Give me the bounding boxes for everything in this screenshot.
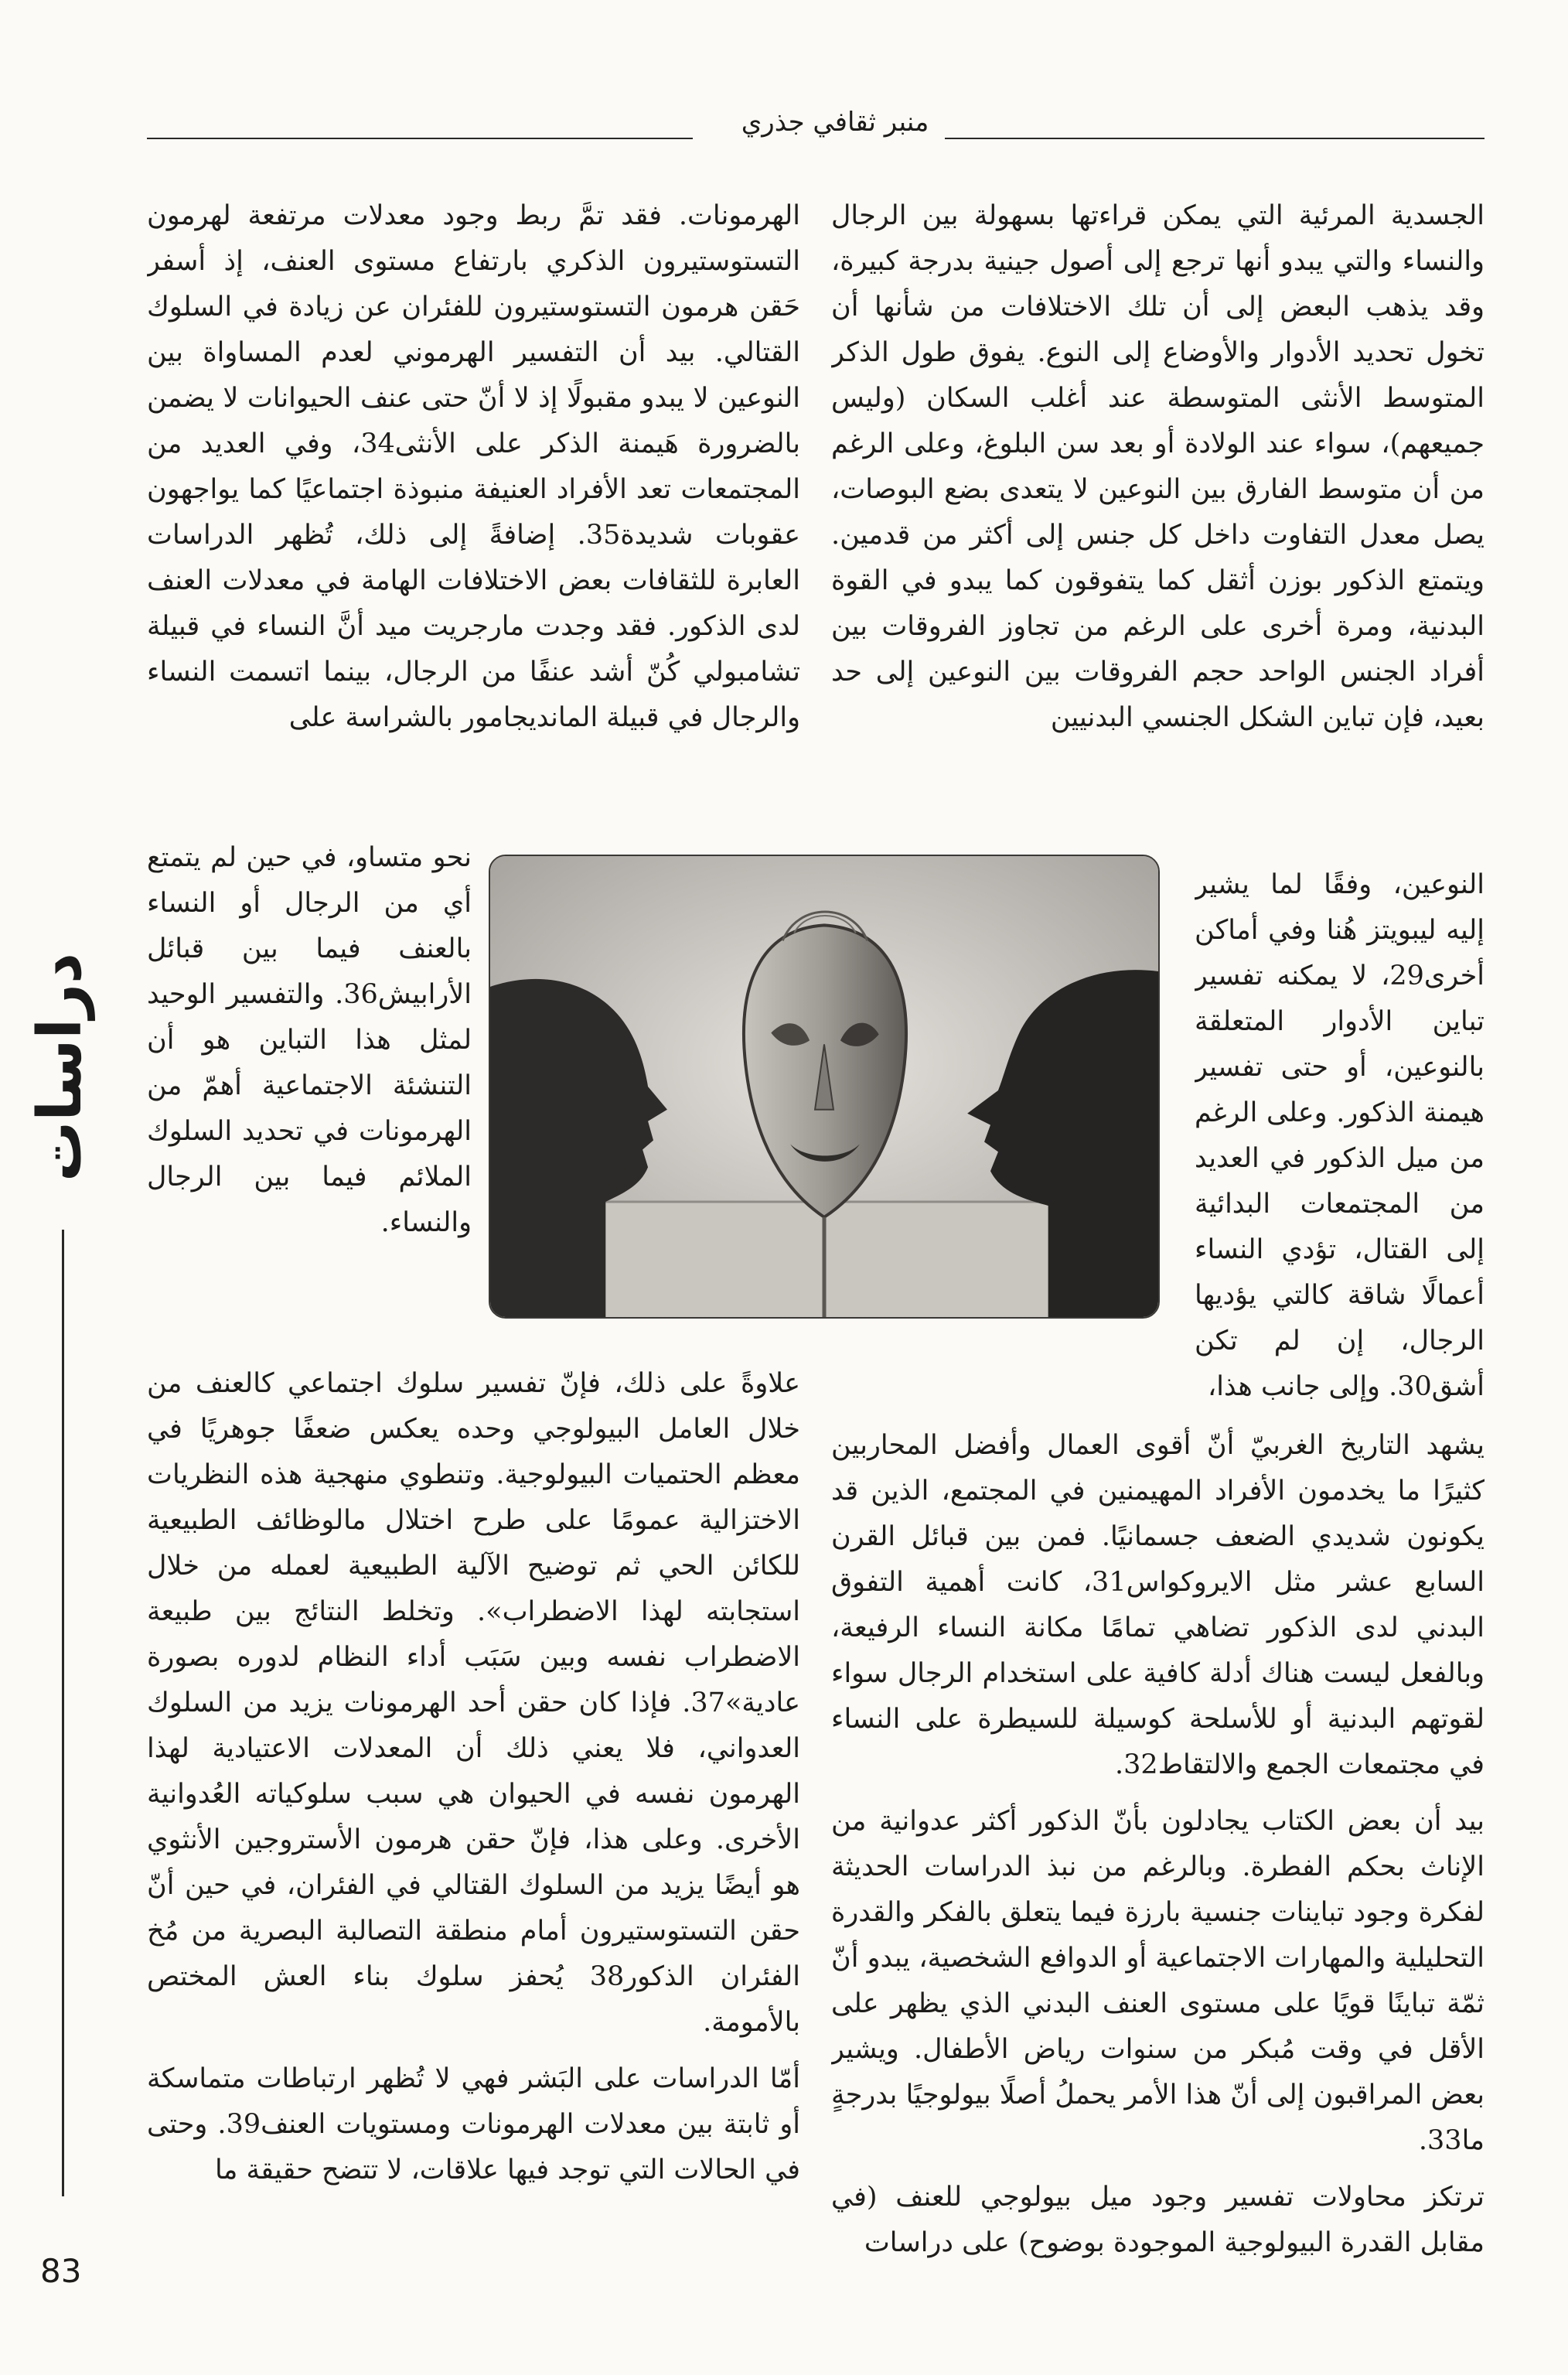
running-header: منبر ثقافي جذري xyxy=(741,107,929,138)
right-column-paragraph-3: بيد أن بعض الكتاب يجادلون بأنّ الذكور أكثر عدوانية من الإناث بحكم الفطرة. وبالرغم من نبذ الدراسات الحديثة لفكرة وجود تباينات جنسية بارزة فيما يتعلق بالفكر والقدرة التحليلية والمهارات الاجتماعية أو الدوافع الشخصية، يبدو أنّ ثمّة تباينًا قويًا على مستوى العنف البدني الذي يظهر على الأقل في وقت مُبكر من سنوات رياض الأطفال. ويشير بعض المراقبون إلى أنّ هذا الأمر يحملُ أصلًا بيولوجيًا بدرجةٍ ما33. xyxy=(831,1806,1484,2156)
right-column-wrap-paragraph: النوعين، وفقًا لما يشير إليه ليبويتز هُنا وفي أماكن أخرى29، لا يمكنه تفسير تباين الأدوار المتعلقة بالنوعين، أو حتى تفسير هيمنة الذكور. وعلى الرغم من ميل الذكور في العديد من المجتمعات البدائية إلى القتال، تؤدي النساء أعمالًا شاقة كالتي يؤديها الرجال، إن لم تكن أشق30. وإلى جانب هذا، xyxy=(1195,869,1484,1402)
left-column-paragraph-3: أمّا الدراسات على البَشر فهي لا تُظهر ارتباطات متماسكة أو ثابتة بين معدلات الهرمونات ومستويات العنف39. وحتى في الحالات التي توجد فيها علاقات، لا تتضح حقيقة ما xyxy=(147,2063,800,2186)
right-column-paragraph-4: ترتكز محاولات تفسير وجود ميل بيولوجي للعنف (في مقابل القدرة البيولوجية الموجودة بوضوح) على دراسات xyxy=(831,2182,1484,2258)
header-rule-right xyxy=(945,138,1484,139)
left-column-narrow xyxy=(147,835,472,1334)
left-column-paragraph-2: علاوةً على ذلك، فإنّ تفسير سلوك اجتماعي كالعنف من خلال العامل البيولوجي وحده يعكس ضعفًا جوهريًا في معظم الحتميات البيولوجية. وتنطوي منهجية هذه النظريات الاختزالية عمومًا على طرح اختلال مالوظائف الطبيعية للكائن الحي ثم توضيح الآلية الطبيعية لعمله من خلال استجابته لهذا الاضطراب». وتخلط النتائج بين طبيعة الاضطراب نفسه وبين سَبَب أداء النظام لدوره بصورة عادية»37. فإذا كان حقن أحد الهرمونات يزيد من السلوك العدواني، فلا يعني ذلك أن المعدلات الاعتيادية لهذا الهرمون نفسه في الحيوان هي سبب سلوكياته العُدوانية الأخرى. وعلى هذا، فإنّ حقن هرمون الأستروجين الأنثوي هو أيضًا يزيد من السلوك القتالي في الفئران، في حين أنّ حقن التستوستيرون أمام منطقة التصالبة البصرية من مُخ الفئران الذكور38 يُحفز سلوك بناء العش المختص بالأمومة. xyxy=(147,1368,800,2038)
mask-silhouettes-illustration xyxy=(490,856,1158,1317)
right-column-top xyxy=(831,193,1484,862)
right-column-paragraph: الجسدية المرئية التي يمكن قراءتها بسهولة بين الرجال والنساء والتي يبدو أنها ترجع إلى أصول جينية بدرجة كبيرة، وقد يذهب البعض إلى أن تلك الاختلافات من شأنها أن تخول تحديد الأدوار والأوضاع إلى النوع. يفوق طول الذكر المتوسط الأنثى المتوسطة عند أغلب السكان (وليس جميعهم)، سواء عند الولادة أو بعد سن البلوغ، وعلى الرغم من أن متوسط الفارق بين النوعين لا يتعدى بضع البوصات، يصل معدل التفاوت داخل كل جنس إلى أكثر من قدمين. ويتمتع الذكور بوزن أثقل كما يتفوقون كما يبدو في القوة البدنية، ومرة أخرى على الرغم من تجاوز الفروقات بين أفراد الجنس الواحد حجم الفروقات بين النوعين إلى حد بعيد، فإن تباين الشكل الجنسي البدنيين xyxy=(831,200,1484,733)
section-label-text: دراسات xyxy=(26,952,96,1182)
left-column-wrap-paragraph: نحو متساو، في حين لم يتمتع أي من الرجال أو النساء بالعنف فيما بين قبائل الأرابيش36. والتفسير الوحيد لمثل هذا التباين هو أن التنشئة الاجتماعية أهمّ من الهرمونات في تحديد السلوك الملائم فيما بين الرجال والنساء. xyxy=(147,842,472,1238)
left-column-top xyxy=(147,193,800,847)
left-column-paragraph: الهرمونات. فقد تمَّ ربط وجود معدلات مرتفعة لهرمون التستوستيرون الذكري بارتفاع مستوى العنف، إذ أسفر حَقن هرمون التستوستيرون للفئران عن زيادة في السلوك القتالي. بيد أن التفسير الهرموني لعدم المساواة بين النوعين لا يبدو مقبولًا إذ لا أنّ حتى عنف الحيوانات لا يضمن بالضرورة هَيمنة الذكر على الأنثى34، وفي العديد من المجتمعات تعد الأفراد العنيفة منبوذة اجتماعيًا كما يواجهون عقوبات شديدة35. إضافةً إلى ذلك، تُظهر الدراسات العابرة للثقافات بعض الاختلافات الهامة في معدلات العنف لدى الذكور. فقد وجدت مارجريت ميد أنَّ النساء في قبيلة تشامبولي كُنّ أشد عنفًا من الرجال، بينما اتسمت النساء والرجال في قبيلة الماندیجامور بالشراسة على xyxy=(147,200,800,733)
illustration xyxy=(489,855,1160,1319)
page-number: 83 xyxy=(40,2252,82,2290)
side-rule xyxy=(62,1230,64,2196)
right-column-bottom xyxy=(831,1423,1484,2336)
header-rule-left xyxy=(147,138,693,139)
right-column-paragraph-2: يشهد التاريخ الغربيّ أنّ أقوى العمال وأفضل المحاربين كثيرًا ما يخدمون الأفراد المهيمنين في المجتمع، الذين قد يكونون شديدي الضعف جسمانيًا. فمن بين قبائل القرن السابع عشر مثل الايروكواس31، كانت أهمية التفوق البدني لدى الذكور تضاهي تمامًا مكانة النساء الرفيعة، وبالفعل ليست هناك أدلة كافية على استخدام الرجال سواء لقوتهم البدنية أو للأسلحة كوسيلة للسيطرة على النساء في مجتمعات الجمع والالتقاط32. xyxy=(831,1430,1484,1780)
section-label xyxy=(22,928,99,1206)
left-column-bottom xyxy=(147,1361,800,2336)
right-column-narrow xyxy=(1195,862,1484,1419)
